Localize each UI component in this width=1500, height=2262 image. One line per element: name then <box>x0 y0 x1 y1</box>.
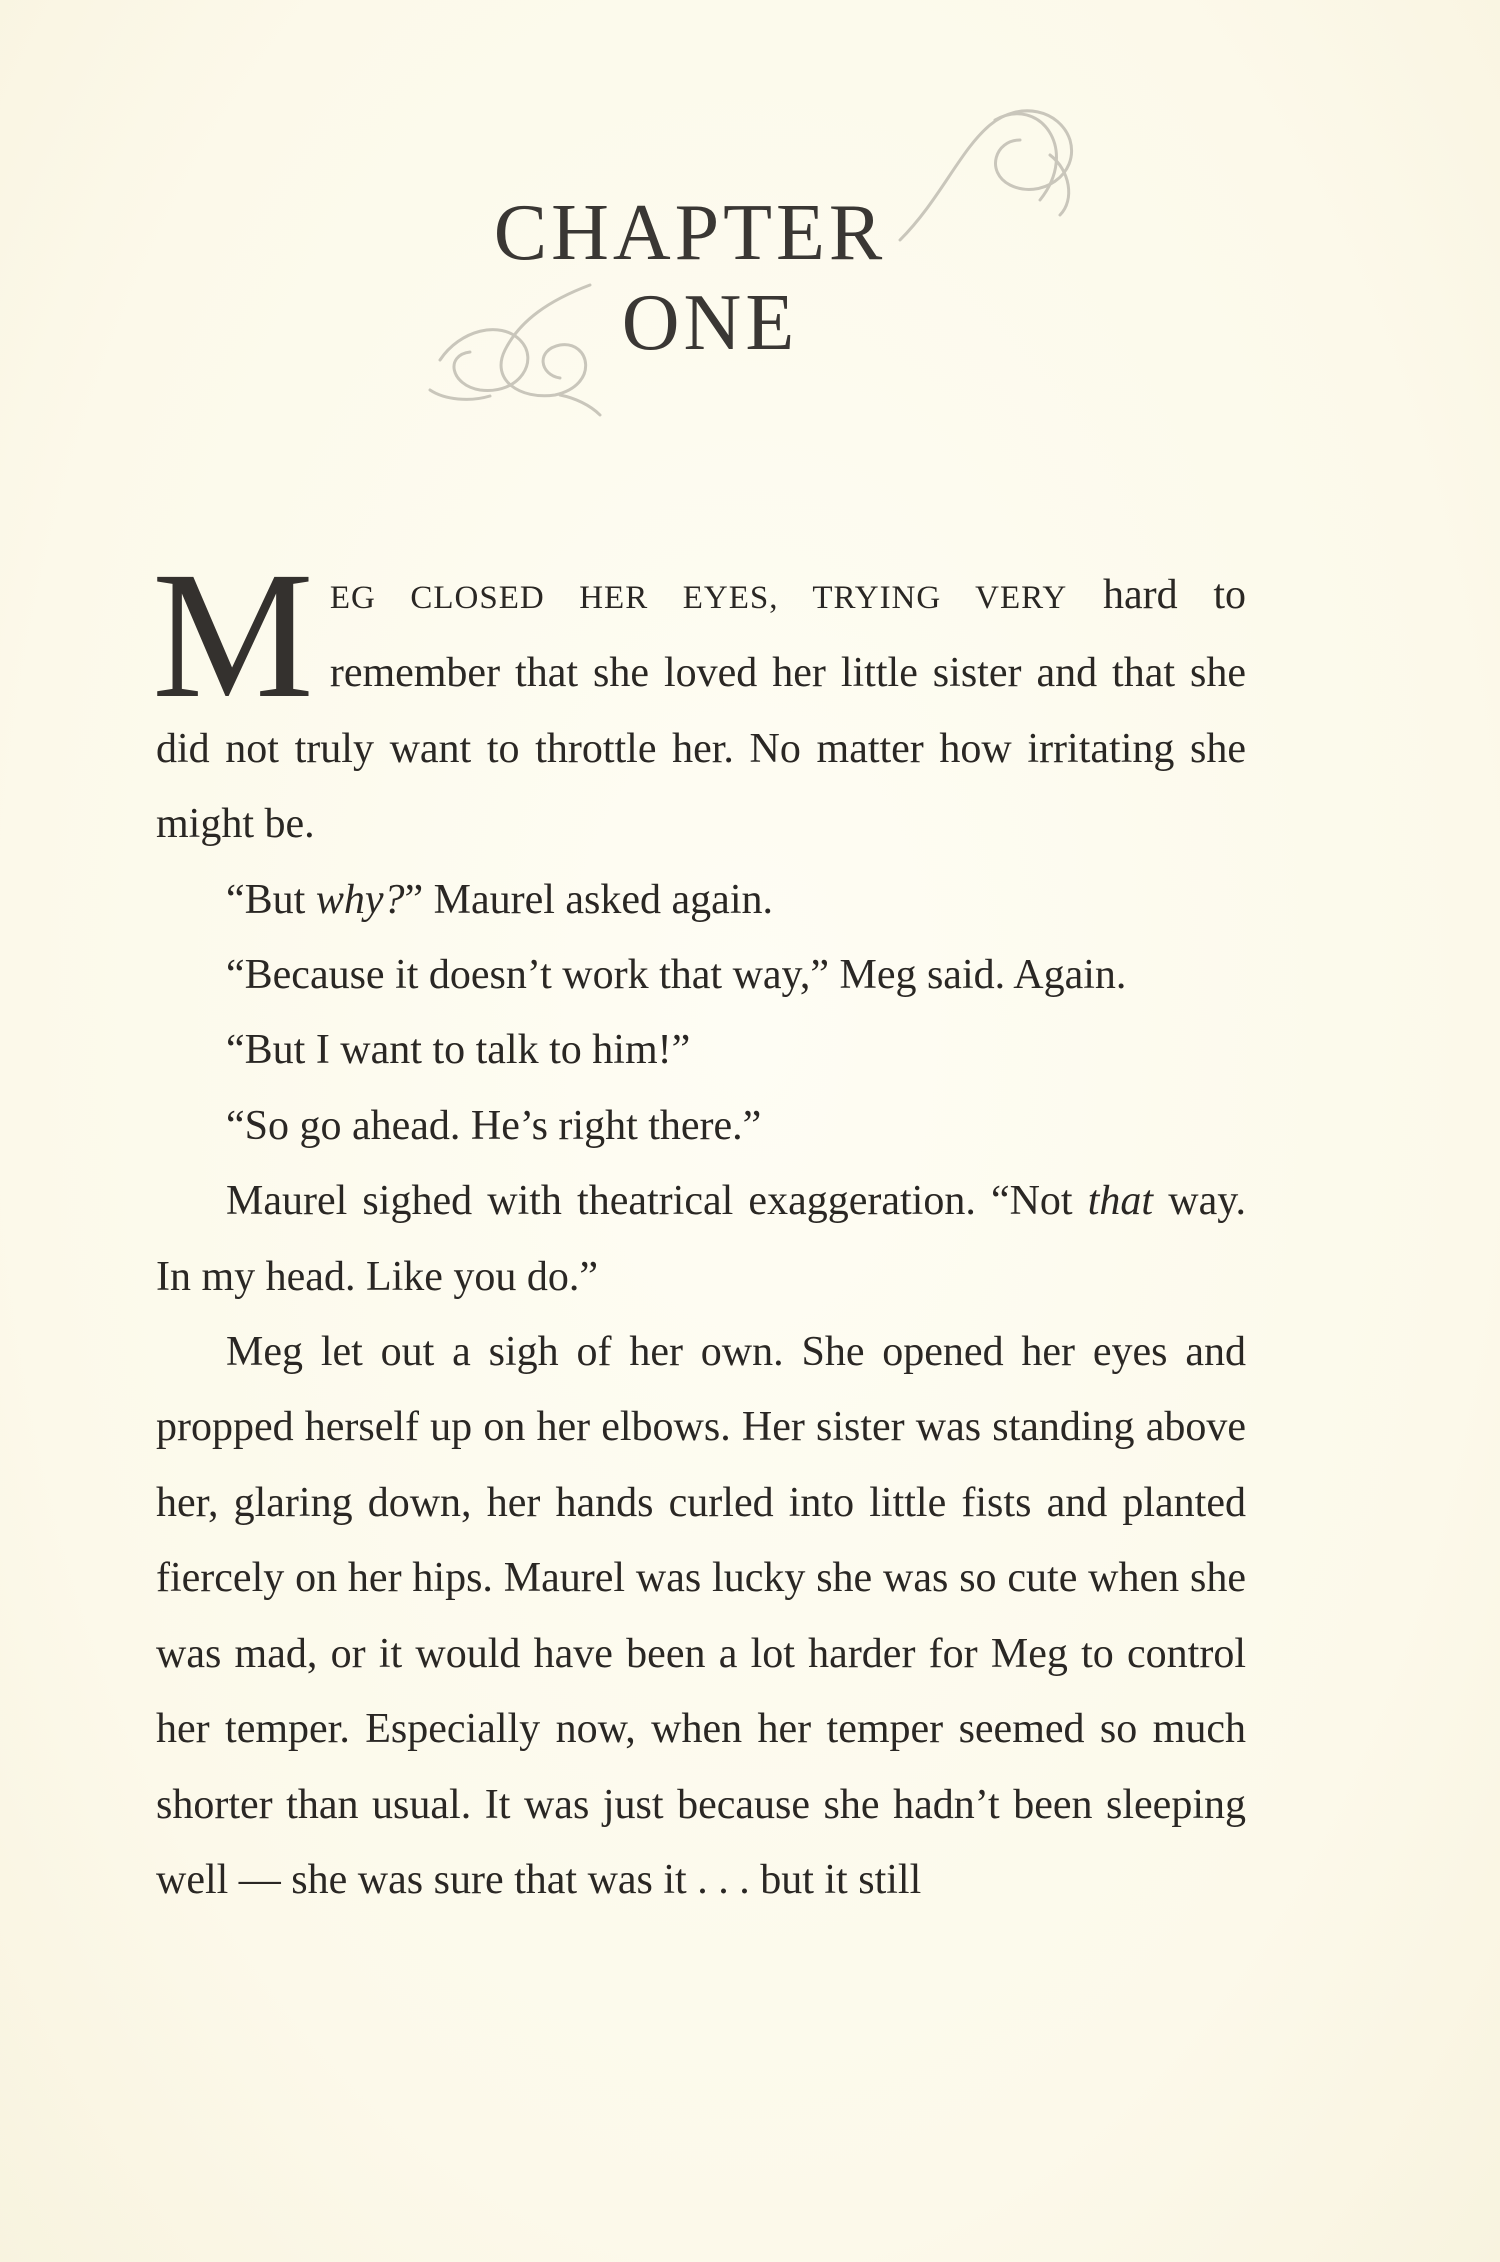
opening-small-caps: EG CLOSED HER EYES, TRYING VERY <box>329 580 1068 616</box>
chapter-body-text <box>152 535 1247 1918</box>
chapter-number: ONE <box>621 279 799 367</box>
emphasis-text: that <box>1087 1178 1154 1225</box>
dialogue-paragraph: “Because it doesn’t work that way,” Meg said. Again. <box>226 952 1127 999</box>
dialogue-paragraph <box>156 863 1246 938</box>
dialogue-paragraph <box>156 1164 1246 1315</box>
opening-text: hard to remember that she loved her little sister and that she did not truly want to throttle her. No matter how irritating she might be. <box>156 572 1247 848</box>
dialogue-paragraph: “So go ahead. He’s right there.” <box>226 1102 762 1149</box>
drop-cap: M <box>152 535 314 736</box>
text-span: Maurel sighed with theatrical exaggeration. “Not <box>226 1178 1088 1225</box>
chapter-title: CHAPTER <box>493 189 887 277</box>
narrative-paragraph: Meg let out a sigh of her own. She opened her eyes and propped herself up on her elbows. Her sister was standing above her, glaring down, her hands curled into little fists and planted fiercely on her hips. Maurel was lucky she was so cute when she was mad, or it would have been a lot harder for Meg to control her temper. Especially now, when her temper seemed so much shorter than usual. It was just because she hadn’t been sleeping well — she was sure that was it . . . but it still <box>156 1329 1246 1903</box>
opening-paragraph <box>152 535 1247 863</box>
emphasis-text: why? <box>315 876 405 923</box>
text-span: ” Maurel asked again. <box>404 876 773 923</box>
text-span: way. In my head. Like you do.” <box>156 1178 1247 1300</box>
dialogue-paragraph: “But I want to talk to him!” <box>226 1027 691 1074</box>
text-span: “But <box>226 876 316 923</box>
